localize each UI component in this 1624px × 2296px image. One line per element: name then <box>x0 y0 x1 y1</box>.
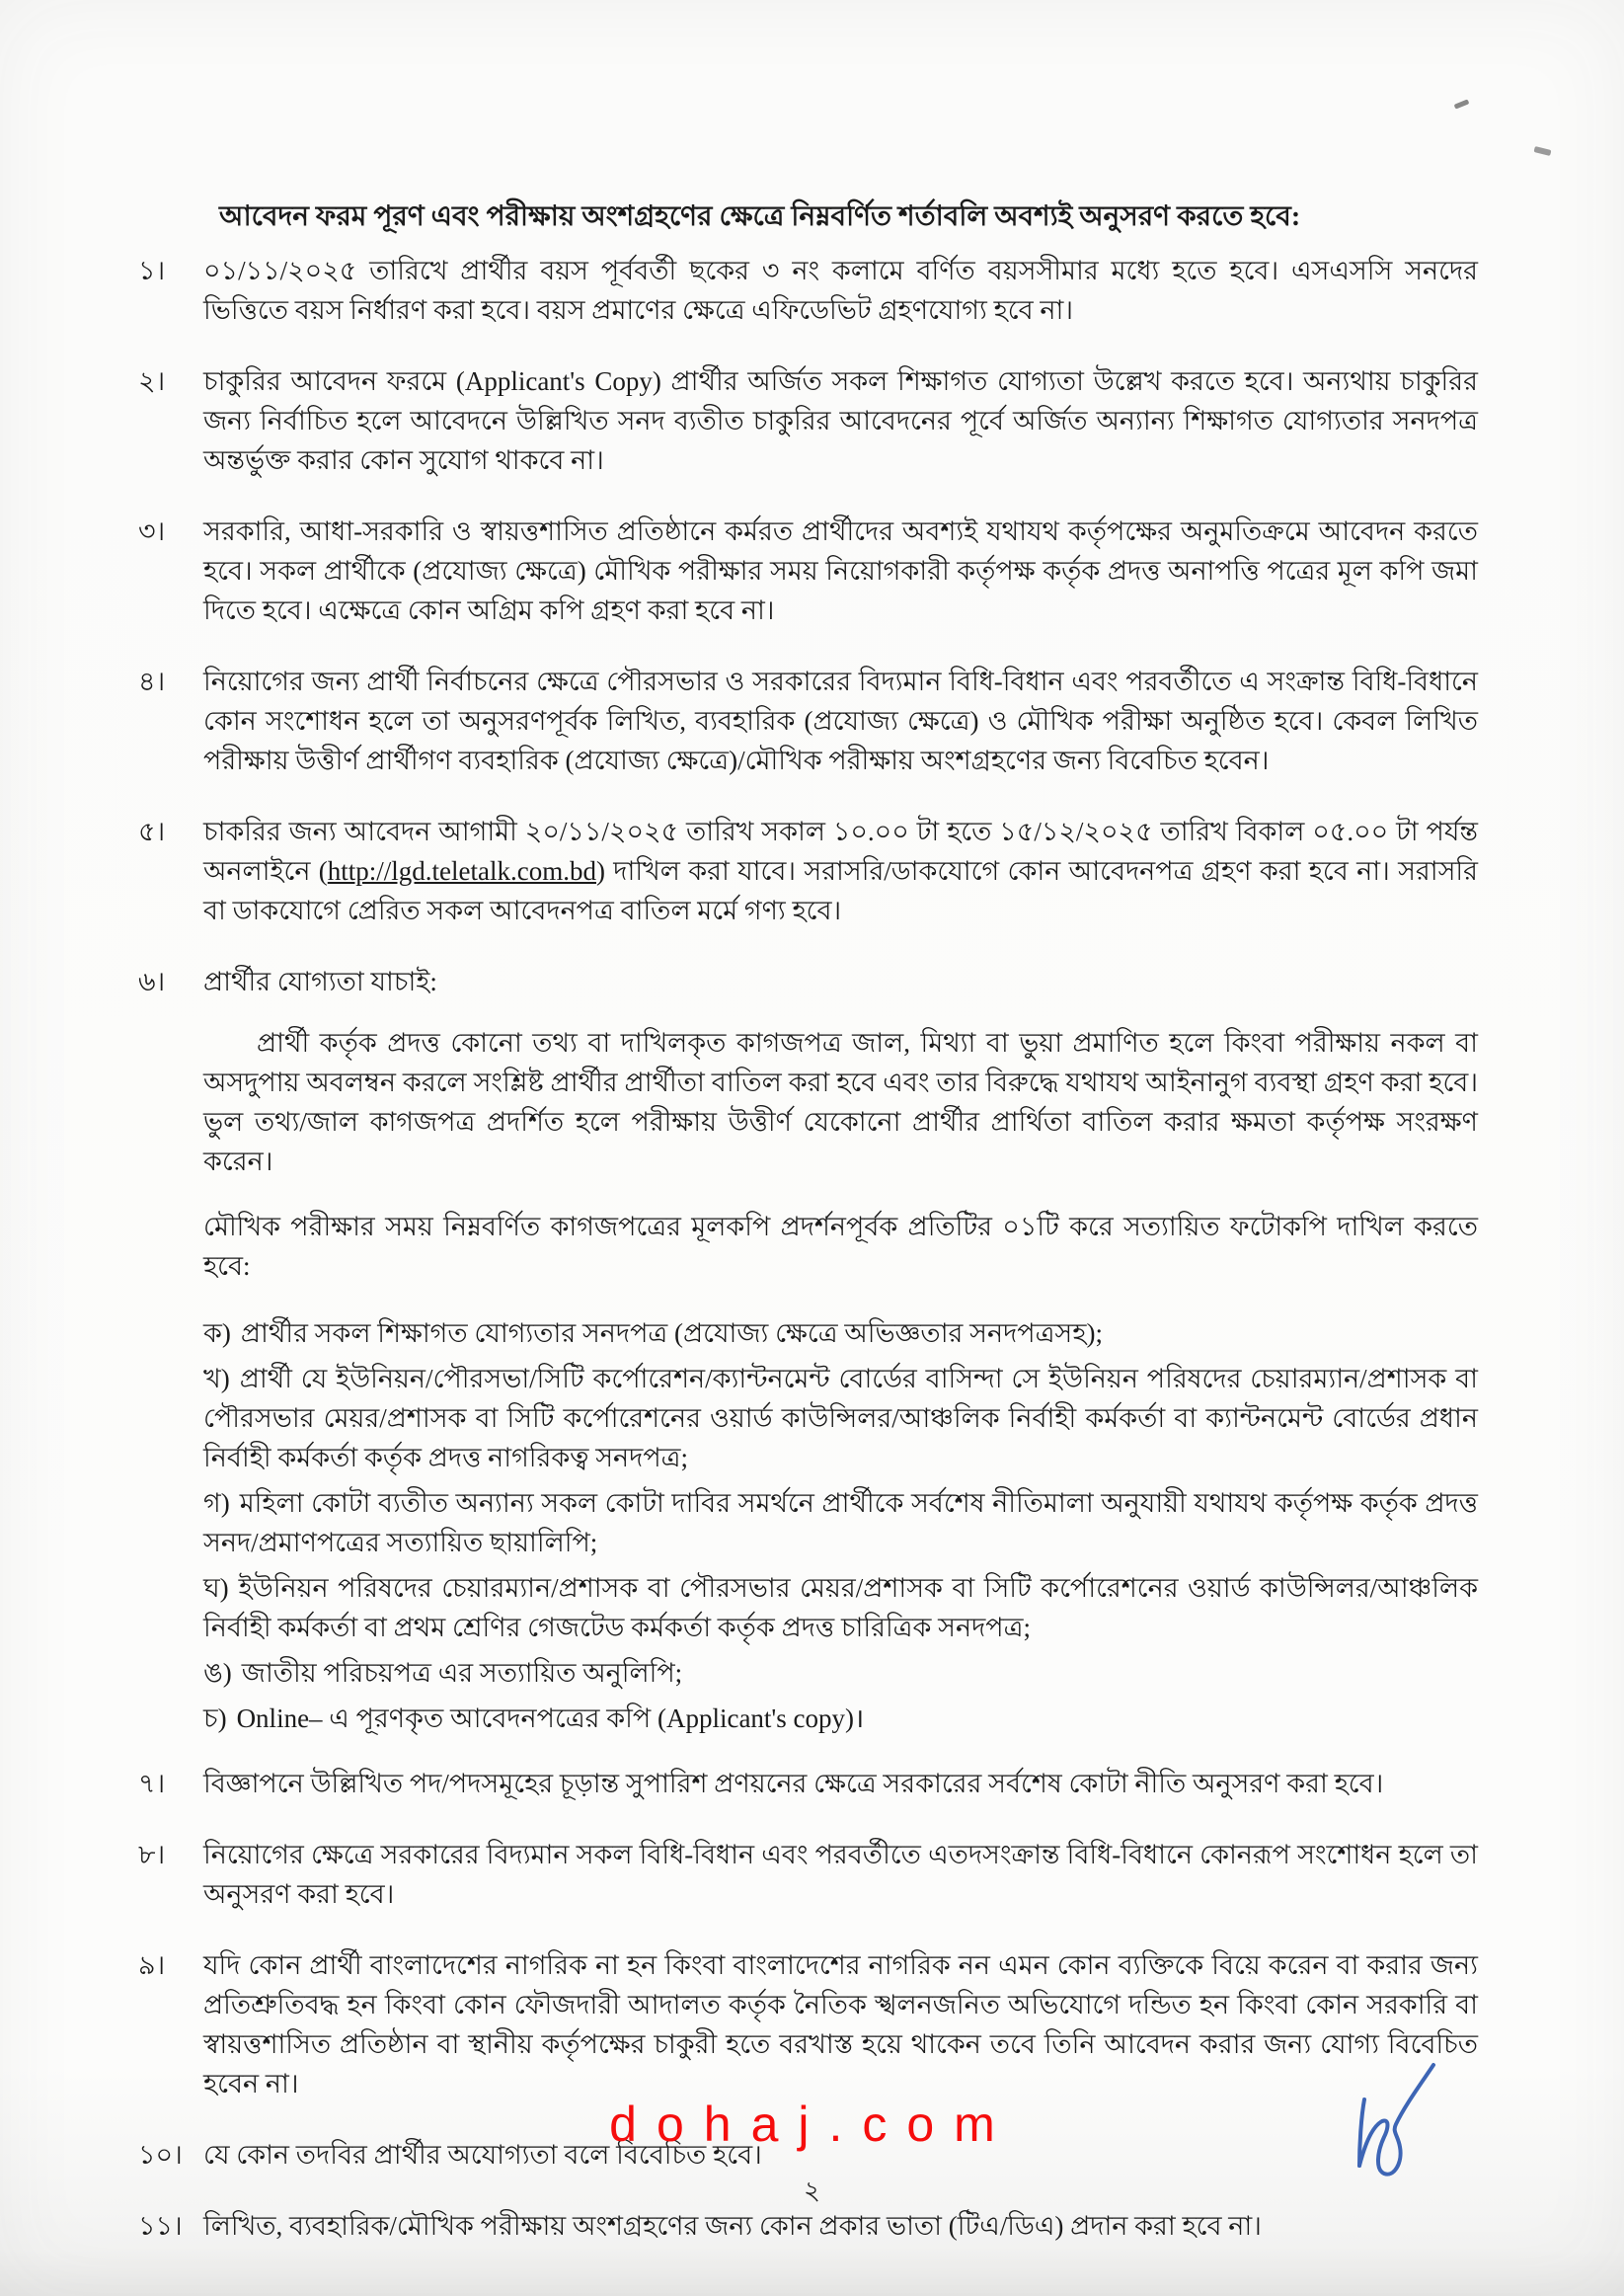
item-number: ৫। <box>138 817 166 846</box>
item-text: লিখিত, ব্যবহারিক/মৌখিক পরীক্ষায় অংশগ্রহণের জন্য কোন প্রকার ভাতা (টিএ/ডিএ) প্রদান করা হবে না। <box>203 2211 1262 2241</box>
item-text: যে কোন তদবির প্রার্থীর অযোগ্যতা বলে বিবেচিত হবে। <box>203 2140 762 2170</box>
item-text: চাকুরির আবেদন ফরমে (Applicant's Copy) প্রার্থীর অর্জিত সকল শিক্ষাগত যোগ্যতা উল্লেখ করতে হবে। অন্যথায় চাকুরির জন্য নির্বাচিত হলে আবেদনে উল্লিখিত সনদ ব্যতীত চাকুরির আবেদনের পূর্বে অর্জিত অন্যান্য শিক্ষাগত যোগ্যতার সনদপত্র অন্তর্ভুক্ত করার কোন সুযোগ থাকবে না। <box>203 366 1478 475</box>
watermark: dohaj.com <box>609 2097 1015 2152</box>
list-item <box>203 1699 1478 1738</box>
list-item <box>138 361 1478 480</box>
subitem-label: চ) <box>203 1703 227 1733</box>
subitem-text: প্রার্থীর সকল শিক্ষাগত যোগ্যতার সনদপত্র (প্রযোজ্য ক্ষেত্রে অভিজ্ঞতার সনদপত্রসহ); <box>240 1318 1103 1348</box>
subitem-label: গ) <box>203 1488 230 1518</box>
item-text <box>203 812 1478 930</box>
item-number: ৩। <box>138 516 166 546</box>
item-number: ৭। <box>138 1769 166 1798</box>
section-6-details <box>203 1023 1478 1738</box>
list-item <box>138 1835 1478 1914</box>
item-text: নিয়োগের ক্ষেত্রে সরকারের বিদ্যমান সকল বিধি-বিধান এবং পরবর্তীতে এতদসংক্রান্ত বিধি-বিধানে কোনরূপ সংশোধন হলে তা অনুসরণ করা হবে। <box>203 1840 1478 1909</box>
list-item <box>138 812 1478 930</box>
subitem-text: মহিলা কোটা ব্যতীত অন্যান্য সকল কোটা দাবির সমর্থনে প্রার্থীকে সর্বশেষ নীতিমালা অনুযায়ী যথাযথ কর্তৃপক্ষ কর্তৃক প্রদত্ত সনদ/প্রমাণপত্রের সত্যায়িত ছায়ালিপি; <box>203 1488 1478 1557</box>
item-number: ১। <box>138 256 166 285</box>
list-item <box>203 1359 1478 1477</box>
item-text: প্রার্থীর যোগ্যতা যাচাই: <box>203 967 437 996</box>
scan-speck <box>1534 146 1552 156</box>
item-text-before-link: চাকরির জন্য আবেদন আগামী ২০/১১/২০২৫ তারিখ সকাল ১০.০০ টা হতে ১৫/১২/২০২৫ তারিখ বিকাল ০৫.০০ টা পর্যন্ত অনলাইনে ( <box>203 817 1478 886</box>
item-number: ১১। <box>138 2211 183 2241</box>
signature <box>1331 2036 1469 2189</box>
list-item <box>138 1764 1478 1803</box>
list-item <box>203 1653 1478 1693</box>
item-text: বিজ্ঞাপনে উল্লিখিত পদ/পদসমূহের চূড়ান্ত সুপারিশ প্রণয়নের ক্ষেত্রে সরকারের সর্বশেষ কোটা নীতি অনুসরণ করা হবে। <box>203 1769 1384 1798</box>
page-title: আবেদন ফরম পূরণ এবং পরীক্ষায় অংশগ্রহণের ক্ষেত্রে নিম্নবর্ণিত শর্তাবলি অবশ্যই অনুসরণ করতে হবে: <box>219 201 1301 232</box>
documents-heading: মৌখিক পরীক্ষার সময় নিম্নবর্ণিত কাগজপত্রের মূলকপি প্রদর্শনপূর্বক প্রতিটির ০১টি করে সত্যায়িত ফটোকপি দাখিল করতে হবে: <box>203 1212 1478 1281</box>
item-number: ৬। <box>138 967 166 996</box>
subitem-text: প্রার্থী যে ইউনিয়ন/পৌরসভা/সিটি কর্পোরেশন/ক্যান্টনমেন্ট বোর্ডের বাসিন্দা সে ইউনিয়ন পরিষদের চেয়ারম্যান/প্রশাসক বা পৌরসভার মেয়র/প্রশাসক বা সিটি কর্পোরেশনের ওয়ার্ড কাউন্সিলর/আঞ্চলিক নির্বাহী কর্মকর্তা বা ক্যান্টনমেন্ট বোর্ডের প্রধান নির্বাহী কর্মকর্তা কর্তৃক প্রদত্ত নাগরিকত্ব সনদপত্র; <box>203 1364 1478 1472</box>
url-link[interactable]: http://lgd.teletalk.com.bd <box>327 856 596 886</box>
item-text: নিয়োগের জন্য প্রার্থী নির্বাচনের ক্ষেত্রে পৌরসভার ও সরকারের বিদ্যমান বিধি-বিধান এবং পরবর্তীতে এ সংক্রান্ত বিধি-বিধানে কোন সংশোধন হলে তা অনুসরণপূর্বক লিখিত, ব্যবহারিক (প্রযোজ্য ক্ষেত্রে) ও মৌখিক পরীক্ষা অনুষ্ঠিত হবে। কেবল লিখিত পরীক্ষায় উত্তীর্ণ প্রার্থীগণ ব্যবহারিক (প্রযোজ্য ক্ষেত্রে)/মৌখিক পরীক্ষায় অংশগ্রহণের জন্য বিবেচিত হবেন। <box>203 667 1478 775</box>
subitem-label: খ) <box>203 1364 230 1393</box>
list-item <box>203 1483 1478 1562</box>
subitem-label: ঙ) <box>203 1658 232 1688</box>
verification-paragraph: প্রার্থী কর্তৃক প্রদত্ত কোনো তথ্য বা দাখিলকৃত কাগজপত্র জাল, মিথ্যা বা ভুয়া প্রমাণিত হলে কিংবা পরীক্ষায় নকল বা অসদুপায় অবলম্বন করলে সংশ্লিষ্ট প্রার্থীর প্রার্থীতা বাতিল করা হবে এবং তার বিরুদ্ধে যথাযথ আইনানুগ ব্যবস্থা গ্রহণ করা হবে। ভুল তথ্য/জাল কাগজপত্র প্রদর্শিত হলে পরীক্ষায় উত্তীর্ণ যেকোনো প্রার্থীর প্রার্থিতা বাতিল করার ক্ষমতা কর্তৃপক্ষ সংরক্ষণ করেন। <box>203 1028 1478 1176</box>
item-number: ৯। <box>138 1950 166 1980</box>
item-number: ৪। <box>138 667 166 696</box>
item-text: সরকারি, আধা-সরকারি ও স্বায়ত্তশাসিত প্রতিষ্ঠানে কর্মরত প্রার্থীদের অবশ্যই যথাযথ কর্তৃপক্ষের অনুমতিক্রমে আবেদন করতে হবে। সকল প্রার্থীকে (প্রযোজ্য ক্ষেত্রে) মৌখিক পরীক্ষার সময় নিয়োগকারী কর্তৃপক্ষ কর্তৃক প্রদত্ত অনাপত্তি পত্রের মূল কপি জমা দিতে হবে। এক্ষেত্রে কোন অগ্রিম কপি গ্রহণ করা হবে না। <box>203 516 1478 625</box>
subitem-label: ক) <box>203 1318 231 1348</box>
item-text: ০১/১১/২০২৫ তারিখে প্রার্থীর বয়স পূর্ববর্তী ছকের ৩ নং কলামে বর্ণিত বয়সসীমার মধ্যে হতে হবে। এসএসসি সনদের ভিত্তিতে বয়স নির্ধারণ করা হবে। বয়স প্রমাণের ক্ষেত্রে এফিডেভিট গ্রহণযোগ্য হবে না। <box>203 256 1478 325</box>
subitem-text: ইউনিয়ন পরিষদের চেয়ারম্যান/প্রশাসক বা পৌরসভার মেয়র/প্রশাসক বা সিটি কর্পোরেশনের ওয়ার্ড কাউন্সিলর/আঞ্চলিক নির্বাহী কর্মকর্তা বা প্রথম শ্রেণির গেজটেড কর্মকর্তা কর্তৃক প্রদত্ত চারিত্রিক সনদপত্র; <box>203 1573 1478 1642</box>
list-item <box>203 1313 1478 1353</box>
list-item <box>138 1945 1478 2103</box>
subitem-text: জাতীয় পরিচয়পত্র এর সত্যায়িত অনুলিপি; <box>241 1658 683 1688</box>
item-text-after-link: ) দাখিল করা যাবে। সরাসরি/ডাকযোগে কোন আবেদনপত্র গ্রহণ করা হবে না। সরাসরি বা ডাকযোগে প্রেরিত সকল আবেদনপত্র বাতিল মর্মে গণ্য হবে। <box>203 856 1478 925</box>
scan-speck <box>1454 99 1470 109</box>
item-number: ২। <box>138 366 166 396</box>
list-item <box>138 512 1478 630</box>
subitem-label: ঘ) <box>203 1573 229 1603</box>
page-number: ২ <box>804 2177 820 2205</box>
list-item <box>138 251 1478 330</box>
list-item <box>138 662 1478 780</box>
list-item <box>203 1568 1478 1647</box>
item-number: ৮। <box>138 1840 166 1869</box>
item-text: যদি কোন প্রার্থী বাংলাদেশের নাগরিক না হন কিংবা বাংলাদেশের নাগরিক নন এমন কোন ব্যক্তিকে বিয়ে করেন বা করার জন্য প্রতিশ্রুতিবদ্ধ হন কিংবা কোন ফৌজদারী আদালত কর্তৃক নৈতিক স্খলনজনিত অভিযোগে দন্ডিত হন কিংবা কোন সরকারি বা স্বায়ত্তশাসিত প্রতিষ্ঠান বা স্থানীয় কর্তৃপক্ষের চাকুরী হতে বরখাস্ত হয়ে থাকেন তবে তিনি আবেদন করার জন্য যোগ্য বিবেচিত হবেন না। <box>203 1950 1478 2098</box>
document-content <box>138 198 1478 2277</box>
list-item <box>138 962 1478 1001</box>
subitem-text: Online– এ পূরণকৃত আবেদনপত্রের কপি (Applicant's copy)। <box>236 1703 865 1733</box>
item-number: ১০। <box>138 2140 183 2170</box>
